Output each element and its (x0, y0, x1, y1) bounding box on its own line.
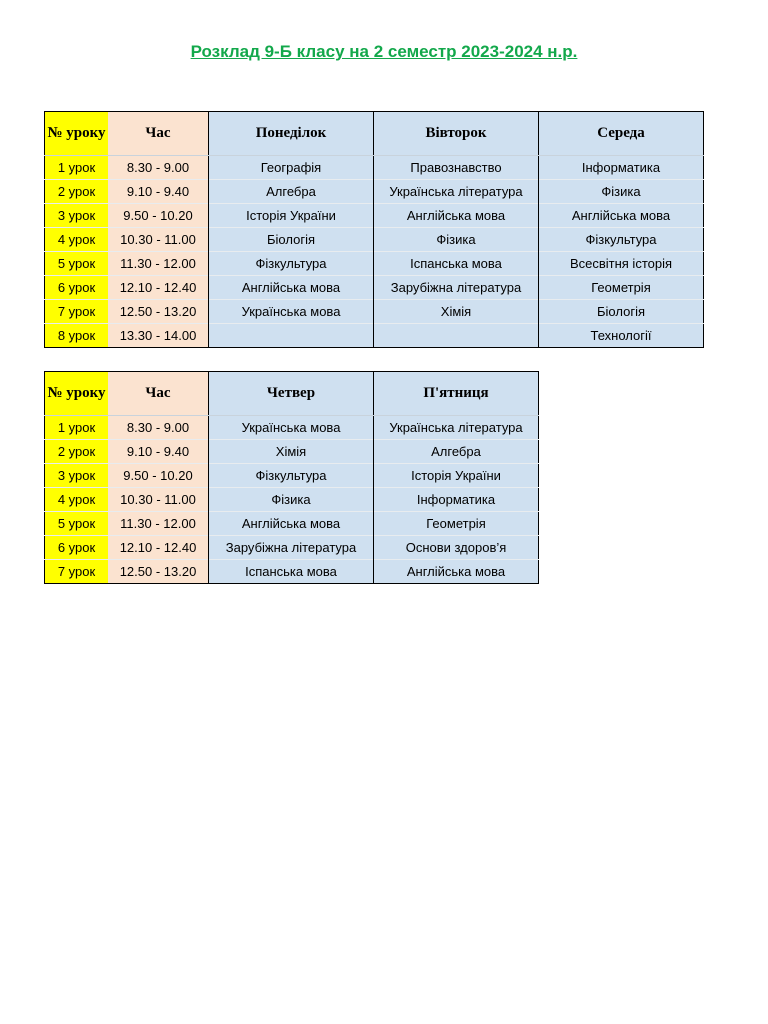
table-row (45, 204, 704, 228)
subject-cell: Англійська мова (209, 512, 374, 536)
subject-cell: Алгебра (209, 180, 374, 204)
table-row (45, 440, 539, 464)
time-cell: 12.50 - 13.20 (108, 300, 209, 324)
time-cell: 11.30 - 12.00 (108, 252, 209, 276)
header-lesson-number: № уроку (45, 372, 109, 416)
subject-cell: Англійська мова (374, 204, 539, 228)
table-row (45, 512, 539, 536)
time-cell: 8.30 - 9.00 (108, 156, 209, 180)
subject-cell: Фізкультура (209, 252, 374, 276)
lesson-number-cell: 5 урок (45, 252, 109, 276)
time-cell: 9.50 - 10.20 (108, 464, 209, 488)
time-cell: 12.10 - 12.40 (108, 276, 209, 300)
table-row (45, 324, 704, 348)
subject-cell: Фізика (374, 228, 539, 252)
subject-cell: Українська література (374, 180, 539, 204)
subject-cell: Фізика (539, 180, 704, 204)
subject-cell: Алгебра (374, 440, 539, 464)
table-row (45, 276, 704, 300)
lesson-number-cell: 6 урок (45, 536, 109, 560)
table-row (45, 156, 704, 180)
subject-cell: Англійська мова (539, 204, 704, 228)
subject-cell: Хімія (374, 300, 539, 324)
subject-cell: Хімія (209, 440, 374, 464)
time-cell: 13.30 - 14.00 (108, 324, 209, 348)
lesson-number-cell: 5 урок (45, 512, 109, 536)
subject-cell: Всесвітня історія (539, 252, 704, 276)
subject-cell: Іспанська мова (209, 560, 374, 584)
time-cell: 8.30 - 9.00 (108, 416, 209, 440)
lesson-number-cell: 8 урок (45, 324, 109, 348)
time-cell: 10.30 - 11.00 (108, 488, 209, 512)
lesson-number-cell: 6 урок (45, 276, 109, 300)
time-cell: 11.30 - 12.00 (108, 512, 209, 536)
time-cell: 10.30 - 11.00 (108, 228, 209, 252)
subject-cell: Основи здоров’я (374, 536, 539, 560)
lesson-number-cell: 1 урок (45, 156, 109, 180)
time-cell: 9.50 - 10.20 (108, 204, 209, 228)
table-body (45, 416, 539, 584)
header-monday: Понеділок (209, 112, 374, 156)
subject-cell: Зарубіжна література (374, 276, 539, 300)
subject-cell: Фізкультура (539, 228, 704, 252)
table-row (45, 536, 539, 560)
table-header-row (45, 372, 539, 416)
table-row (45, 464, 539, 488)
subject-cell: Англійська мова (209, 276, 374, 300)
lesson-number-cell: 4 урок (45, 228, 109, 252)
table-row (45, 300, 704, 324)
subject-cell: Геометрія (539, 276, 704, 300)
subject-cell (374, 324, 539, 348)
subject-cell: Інформатика (374, 488, 539, 512)
lesson-number-cell: 2 урок (45, 440, 109, 464)
schedule-table-thu-fri (44, 371, 539, 584)
subject-cell: Зарубіжна література (209, 536, 374, 560)
subject-cell: Правознавство (374, 156, 539, 180)
page-title: Розклад 9-Б класу на 2 семестр 2023-2024 н.р. (190, 42, 578, 61)
subject-cell (209, 324, 374, 348)
header-wednesday: Середа (539, 112, 704, 156)
table-body (45, 156, 704, 348)
header-time: Час (108, 372, 209, 416)
header-lesson-number: № уроку (45, 112, 109, 156)
subject-cell: Геометрія (374, 512, 539, 536)
time-cell: 12.50 - 13.20 (108, 560, 209, 584)
lesson-number-cell: 7 урок (45, 560, 109, 584)
table-header-row (45, 112, 704, 156)
subject-cell: Історія України (374, 464, 539, 488)
subject-cell: Англійська мова (374, 560, 539, 584)
lesson-number-cell: 3 урок (45, 204, 109, 228)
subject-cell: Географія (209, 156, 374, 180)
table-row (45, 416, 539, 440)
lesson-number-cell: 7 урок (45, 300, 109, 324)
header-thursday: Четвер (209, 372, 374, 416)
header-time: Час (108, 112, 209, 156)
table-row (45, 228, 704, 252)
schedule-table-mon-wed (44, 111, 704, 348)
subject-cell: Інформатика (539, 156, 704, 180)
subject-cell: Українська мова (209, 300, 374, 324)
time-cell: 9.10 - 9.40 (108, 180, 209, 204)
lesson-number-cell: 3 урок (45, 464, 109, 488)
time-cell: 12.10 - 12.40 (108, 536, 209, 560)
lesson-number-cell: 1 урок (45, 416, 109, 440)
lesson-number-cell: 4 урок (45, 488, 109, 512)
subject-cell: Історія України (209, 204, 374, 228)
time-cell: 9.10 - 9.40 (108, 440, 209, 464)
lesson-number-cell: 2 урок (45, 180, 109, 204)
subject-cell: Українська література (374, 416, 539, 440)
subject-cell: Технології (539, 324, 704, 348)
header-tuesday: Вівторок (374, 112, 539, 156)
subject-cell: Іспанська мова (374, 252, 539, 276)
header-friday: П'ятниця (374, 372, 539, 416)
table-row (45, 560, 539, 584)
table-row (45, 180, 704, 204)
subject-cell: Українська мова (209, 416, 374, 440)
table-row (45, 252, 704, 276)
subject-cell: Біологія (209, 228, 374, 252)
subject-cell: Біологія (539, 300, 704, 324)
subject-cell: Фізика (209, 488, 374, 512)
table-row (45, 488, 539, 512)
subject-cell: Фізкультура (209, 464, 374, 488)
